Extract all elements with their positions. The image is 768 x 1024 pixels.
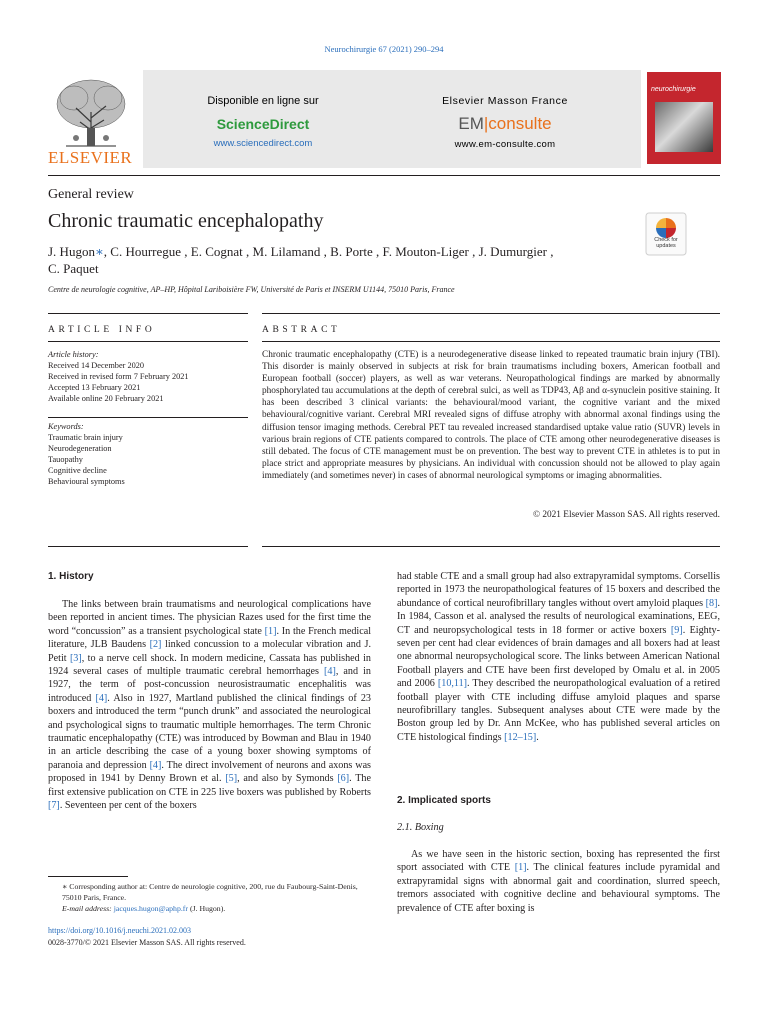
history-label: Article history:	[48, 350, 99, 359]
history-item: Available online 20 February 2021	[48, 394, 164, 403]
text-run: .	[536, 731, 539, 743]
check-for-updates-label: Check for updates	[654, 237, 678, 249]
citation-link[interactable]: [4]	[324, 666, 336, 678]
text-run: The links between brain traumatisms and neurological complications have been reported in ancient times. The physician Razes used for the first time the word “concussion” as a transient psychological state	[48, 599, 371, 637]
body-column-right-boxing	[397, 848, 720, 915]
em-logo-consulte: consulte	[488, 114, 552, 133]
citation-link[interactable]: [3]	[69, 652, 82, 664]
text-run: , and in 1927, the term of post-concussion neurosistraumatic encephalitis was introduced	[48, 666, 371, 704]
author-names-line2: C. Paquet	[48, 261, 99, 276]
text-run: , and also by Symonds	[237, 773, 338, 785]
author-names: , C. Hourregue , E. Cognat , M. Lilamand , B. Porte , F. Mouton-Liger , J. Dumurgier ,	[103, 244, 554, 259]
email-label: E-mail address:	[62, 904, 114, 913]
article-history	[48, 349, 248, 404]
citation-link[interactable]: [12–15]	[504, 731, 537, 743]
sciencedirect-logo[interactable]: ScienceDirect	[216, 116, 310, 132]
keyword-item: Cognitive decline	[48, 466, 107, 475]
subsection-heading-boxing: 2.1. Boxing	[397, 822, 444, 833]
text-run: . Seventeen per cent of the boxers	[59, 800, 197, 812]
footnote	[48, 881, 378, 914]
issn-copyright: 0028-3770/© 2021 Elsevier Masson SAS. All rights reserved.	[48, 938, 246, 947]
text-run: . The first extensive publication on CTE in 225 live boxers was published by Roberts	[48, 773, 371, 798]
body-column-left	[48, 598, 371, 813]
info-heading-rule	[48, 341, 248, 342]
paragraph-boxing	[397, 848, 720, 915]
history-item: Received 14 December 2020	[48, 361, 145, 370]
text-run: , to a nerve cell shock. In modern medicine, Cassata has published in 1924 several cases of multiple traumatic cerebral hemorrhages	[48, 652, 371, 678]
citation-link[interactable]: [2]	[149, 639, 162, 651]
header-divider	[48, 175, 720, 176]
keyword-item: Tauopathy	[48, 455, 83, 464]
em-publisher-text: Elsevier Masson France	[442, 95, 568, 107]
journal-reference-link[interactable]: Neurochirurgie 67 (2021) 290–294	[324, 44, 444, 54]
body-column-right	[397, 570, 720, 744]
citation-link[interactable]: [9]	[670, 624, 683, 636]
keywords-rule	[48, 417, 248, 418]
paragraph-history-continued	[397, 570, 720, 744]
citation-link[interactable]: [1]	[264, 625, 277, 637]
paragraph-history	[48, 598, 371, 813]
text-run: . In 1984, Casson et al. analysed the results of neurological examinations, EEG, CT and neuropsychological tests in 18 former or active boxers	[397, 597, 720, 636]
text-run: . The clinical features include pyramidal and extrapyramidal signs with abnormal gait and coordination, slurred speech, tremors associated with cognitive decline and behavioural symptoms. The prevalence of CTE after boxing is	[397, 862, 720, 914]
info-bottom-rule	[48, 546, 248, 547]
footnote-star: ∗	[62, 882, 68, 891]
citation-link[interactable]: [6]	[337, 773, 350, 785]
article-type: General review	[48, 187, 134, 202]
citation-link[interactable]: [4]	[95, 692, 108, 704]
author-list	[48, 243, 668, 277]
email-suffix: (J. Hugon).	[188, 904, 226, 913]
journal-cover-thumbnail[interactable]	[647, 72, 721, 164]
abstract-top-rule	[262, 313, 720, 314]
keyword-item: Neurodegeneration	[48, 444, 112, 453]
keywords	[48, 421, 248, 487]
citation-link[interactable]: [7]	[48, 800, 60, 812]
citation-link[interactable]: [8]	[705, 597, 718, 609]
footnote-rule	[48, 876, 128, 877]
article-title: Chronic traumatic encephalopathy	[48, 210, 324, 232]
history-item: Accepted 13 February 2021	[48, 383, 141, 392]
history-item: Received in revised form 7 February 2021	[48, 372, 189, 381]
citation-link[interactable]: [4]	[149, 759, 162, 771]
email-link[interactable]: jacques.hugon@aphp.fr	[113, 904, 188, 913]
text-run: . In the French medical literature, JLB Baudens	[48, 625, 372, 651]
sciencedirect-url-link[interactable]: www.sciencedirect.com	[213, 138, 313, 149]
text-run: . Also in 1927, Martland published the clinical findings of 23 boxers and introduced the term “punch drunk” and associated the neurological and psychological signs to traumatic multiple hemorrhages. The term Chronic traumatic encephalopathy (CTE) was introduced by Bowman and Blau in 1940 in an article describing the case of a young boxer showing symptoms of paranoia and depression	[48, 692, 371, 771]
text-run: . They described the neuropathological evaluation of a retired football player with CTE including diffuse amyloid plaques and sparse neurofibrillary tangles. Subsequent analyses about CTE were made by the Boston group led by Dr. Ann McKee, who has published several articles on CTE histological findings	[397, 678, 721, 743]
abstract-heading-rule	[262, 341, 720, 342]
info-top-rule	[48, 313, 248, 314]
text-run: . The direct involvement of neurons and axons was proposed in 1941 by Denny Brown et al.	[48, 759, 372, 785]
cover-title: neurochirurgie	[651, 86, 696, 93]
text-run: . Eighty-seven per cent had clear evidences of brain damages and all boxers had at least one abnormal neuropsychological score. The links between American National Football players and CTE have been first developed by Omalu et al. in 2005 and 2006	[397, 624, 720, 690]
citation-link[interactable]: [10,11]	[437, 678, 468, 690]
doi-link[interactable]: https://doi.org/10.1016/j.neuchi.2021.02.003	[48, 926, 191, 935]
abstract-heading: ABSTRACT	[262, 325, 341, 335]
abstract-bottom-rule	[262, 546, 720, 547]
author-name: J. Hugon	[48, 244, 95, 259]
text-run: linked concussion to a molecular vibration and J. Petit	[48, 639, 371, 664]
em-consulte-url-link[interactable]: www.em-consulte.com	[454, 139, 556, 150]
citation-link[interactable]: [1]	[514, 862, 527, 874]
citation-link[interactable]: [5]	[225, 773, 238, 785]
elsevier-wordmark: ELSEVIER	[48, 148, 133, 167]
footnote-email	[48, 903, 378, 914]
cover-image	[655, 102, 713, 152]
keyword-item: Behavioural symptoms	[48, 477, 125, 486]
sciencedirect-available-text: Disponible en ligne sur	[207, 95, 319, 107]
article-info-heading: ARTICLE INFO	[48, 325, 156, 335]
affiliation: Centre de neurologie cognitive, AP–HP, Hôpital Lariboisière FW, Université de Paris et INSERM U1144, 75010 Paris, France	[48, 285, 455, 294]
abstract-copyright: © 2021 Elsevier Masson SAS. All rights reserved.	[532, 510, 720, 520]
em-consulte-logo[interactable]	[425, 114, 585, 134]
keyword-item: Traumatic brain injury	[48, 433, 123, 442]
keywords-label: Keywords:	[48, 422, 84, 431]
em-logo-em: EM	[458, 114, 484, 133]
text-run: had stable CTE and a small group had also extrapyramidal symptoms. Corsellis reported in 1973 the neuropathological features of 15 boxers and described the abundance of cortical neurofibrillary tangles without overt amyloid plaques	[397, 571, 720, 609]
footnote-text: Corresponding author at: Centre de neurologie cognitive, 200, rue du Faubourg-Saint-Denis, 75010 Paris, France.	[62, 882, 358, 902]
section-heading-history: 1. History	[48, 571, 94, 582]
corresponding-author-link[interactable]: ∗	[94, 244, 104, 259]
em-logo-bar: |	[483, 114, 489, 133]
text-run: As we have seen in the historic section, boxing has represented the first sport associated with CTE	[397, 849, 720, 874]
section-heading-implicated-sports: 2. Implicated sports	[397, 795, 491, 806]
abstract-text: Chronic traumatic encephalopathy (CTE) is a neurodegenerative disease linked to repeated traumatic brain injury (TBI). This disorder is mainly observed in subjects at risk for brain traumatisms including boxers, American football and European football (soccer) players, as well as war veterans. Neuropathological findings are marked by abnormally phosphorylated tau accumulations at the depth of cerebral sulci, as well as TDP43, Aβ and α-synuclein positive staining. It has been described 3 clinical variants: the behavioural/mood variant, the cognitive variant and the mixed behavioural/cognitive variant. Cerebral MRI revealed signs of diffuse atrophy with abnormal axonal findings using the diffusion tensor imaging methods. Cerebral PET tau revealed increased standardised uptake value ratio (SUVR) levels in various brain regions of CTE patients compared to controls. The place of CTE among other neurodegenerative diseases is still debated. The focus of CTE management must be on prevention. The best way to prevent CTE in athletes is to put in place strict and appropriate measures by physicians. An individual with concussion should not be allowed to play again immediately (and sometimes never) in cases of abnormal neurological symptoms or imaging abnormalities.	[262, 350, 720, 481]
footnote-corresponding	[48, 881, 378, 903]
